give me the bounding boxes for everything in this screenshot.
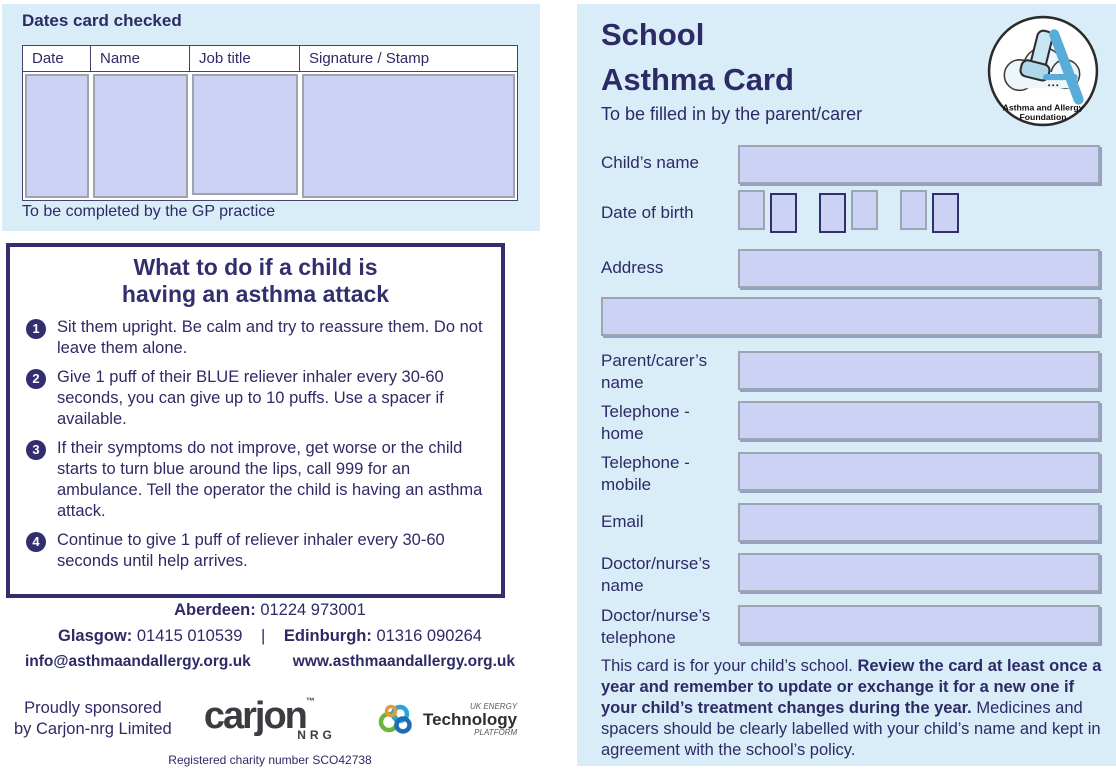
table-row <box>23 72 517 200</box>
doctor-nurse-telephone-label: Doctor/nurse’s telephone <box>601 606 711 647</box>
dob-day-box-1[interactable] <box>738 190 765 230</box>
email-label: Email <box>601 512 644 531</box>
uk-energy-bottom-label: PLATFORM <box>474 727 518 737</box>
trademark-symbol: ™ <box>305 695 313 706</box>
telephone-mobile-label: Telephone - mobile <box>601 453 690 494</box>
dob-year-boxes <box>900 190 959 233</box>
step-number-badge: 2 <box>26 369 46 389</box>
doctor-nurse-telephone-field[interactable] <box>738 605 1100 644</box>
website-link[interactable]: www.asthmaandallergy.org.uk <box>292 653 516 670</box>
aberdeen-label: Aberdeen: <box>174 601 256 619</box>
date-cell[interactable] <box>25 74 89 198</box>
carjon-word: carjon <box>203 694 306 737</box>
dates-checked-panel <box>2 4 540 231</box>
glasgow-edinburgh-phone-line <box>0 627 540 646</box>
list-item <box>10 317 501 359</box>
uk-energy-technology-platform-logo <box>376 700 526 738</box>
step-number-badge: 1 <box>26 319 46 339</box>
uk-energy-top-label: UK ENERGY <box>470 701 518 711</box>
name-cell[interactable] <box>93 74 188 198</box>
telephone-mobile-field[interactable] <box>738 452 1100 491</box>
doctor-nurse-name-field[interactable] <box>738 553 1100 592</box>
list-item <box>10 530 501 572</box>
aberdeen-phone: 01224 973001 <box>260 601 366 619</box>
signature-stamp-cell[interactable] <box>302 74 515 198</box>
step-text: Sit them upright. Be calm and try to reassure them. Do not leave them alone. <box>57 317 483 357</box>
asthma-allergy-foundation-logo <box>986 14 1100 128</box>
review-note <box>601 656 1103 762</box>
date-of-birth-boxes <box>738 190 959 233</box>
logo-text-line2: Foundation <box>1019 111 1067 122</box>
step-number-badge: 4 <box>26 532 46 552</box>
telephone-home-label: Telephone - home <box>601 402 690 443</box>
logo-text-line1: Asthma and Allergy <box>1002 102 1084 113</box>
subtitle: To be filled in by the parent/carer <box>601 104 863 124</box>
attack-title-line1: What to do if a child is <box>133 254 378 280</box>
dob-day-boxes <box>738 190 797 233</box>
interlocking-rings-icon <box>376 700 418 738</box>
step-text: If their symptoms do not improve, get worse or the child starts to turn blue around the lips, call 999 for an ambulance. Tell the operator the child is having an asthma attack. <box>57 438 483 520</box>
doctor-nurse-name-label: Doctor/nurse’s name <box>601 554 711 595</box>
job-title-cell[interactable] <box>192 74 298 195</box>
date-of-birth-label: Date of birth <box>601 203 694 222</box>
glasgow-label: Glasgow: <box>58 627 133 645</box>
column-header-signature-stamp: Signature / Stamp <box>309 50 430 67</box>
dob-month-box-2[interactable] <box>851 190 878 230</box>
separator: | <box>260 627 266 645</box>
title-line2: Asthma Card <box>601 62 794 97</box>
dob-year-box-1[interactable] <box>900 190 927 230</box>
dob-month-boxes <box>819 190 878 233</box>
address-field[interactable] <box>738 249 1100 288</box>
step-text: Give 1 puff of their BLUE reliever inhaler every 30-60 seconds, you can give up to 10 puffs. Use a spacer if available. <box>57 367 444 428</box>
page-title <box>601 12 794 102</box>
uk-energy-main-label: Technology <box>422 709 518 729</box>
column-header-date: Date <box>23 46 91 71</box>
asthma-attack-instructions-box <box>6 243 505 598</box>
carjon-nrg-sublabel: NRG <box>297 727 336 742</box>
sponsor-text <box>14 698 172 741</box>
sponsor-text-line2: by Carjon-nrg Limited <box>14 720 172 738</box>
email-link[interactable]: info@asthmaandallergy.org.uk <box>24 653 251 670</box>
note-post: Medicines and spacers should be clearly labelled with your child’s name and kept in agreement with the school’s policy. <box>601 699 1101 760</box>
aberdeen-phone-line <box>0 601 540 620</box>
child-name-field[interactable] <box>738 145 1100 184</box>
child-name-label: Child’s name <box>601 153 699 172</box>
step-number-badge: 3 <box>26 440 46 460</box>
list-item <box>10 438 501 522</box>
edinburgh-label: Edinburgh: <box>283 627 372 645</box>
contact-block <box>0 601 540 671</box>
attack-box-title <box>10 254 501 308</box>
note-pre: This card is for your child’s school. <box>601 657 858 675</box>
charity-number-line: Registered charity number SCO42738 <box>168 753 372 767</box>
dob-month-box-1[interactable] <box>819 193 846 233</box>
table-header-row <box>23 46 517 72</box>
attack-title-line2: having an asthma attack <box>121 280 390 307</box>
telephone-home-field[interactable] <box>738 401 1100 440</box>
dates-checked-title: Dates card checked <box>22 11 182 30</box>
parent-carer-form-panel <box>577 4 1116 766</box>
dates-checked-table <box>22 45 518 201</box>
sponsor-row <box>14 690 526 748</box>
title-line1: School <box>601 17 705 52</box>
links-line <box>0 653 540 671</box>
dob-day-box-2[interactable] <box>770 193 797 233</box>
sponsor-text-line1: Proudly sponsored <box>24 698 162 717</box>
parent-carer-name-field[interactable] <box>738 351 1100 390</box>
uk-energy-text <box>423 702 517 737</box>
note-bold: Review the card at least once a year and remember to update or exchange it for a new one if your child’s treatment changes during the year. <box>601 657 1102 718</box>
column-header-job-title: Job title <box>190 46 300 71</box>
parent-carer-name-label: Parent/carer’s name <box>601 351 708 392</box>
dob-year-box-2[interactable] <box>932 193 959 233</box>
list-item <box>10 367 501 430</box>
email-field[interactable] <box>738 503 1100 542</box>
address-label: Address <box>601 258 664 277</box>
gp-practice-caption: To be completed by the GP practice <box>22 203 276 220</box>
attack-steps-list <box>10 317 501 572</box>
edinburgh-phone: 01316 090264 <box>376 627 482 645</box>
glasgow-phone: 01415 010539 <box>136 627 243 645</box>
step-text: Continue to give 1 puff of reliever inhaler every 30-60 seconds until help arrives. <box>57 530 445 570</box>
address-field-line2[interactable] <box>601 297 1100 336</box>
carjon-nrg-logo <box>203 694 344 742</box>
column-header-name: Name <box>91 46 190 71</box>
